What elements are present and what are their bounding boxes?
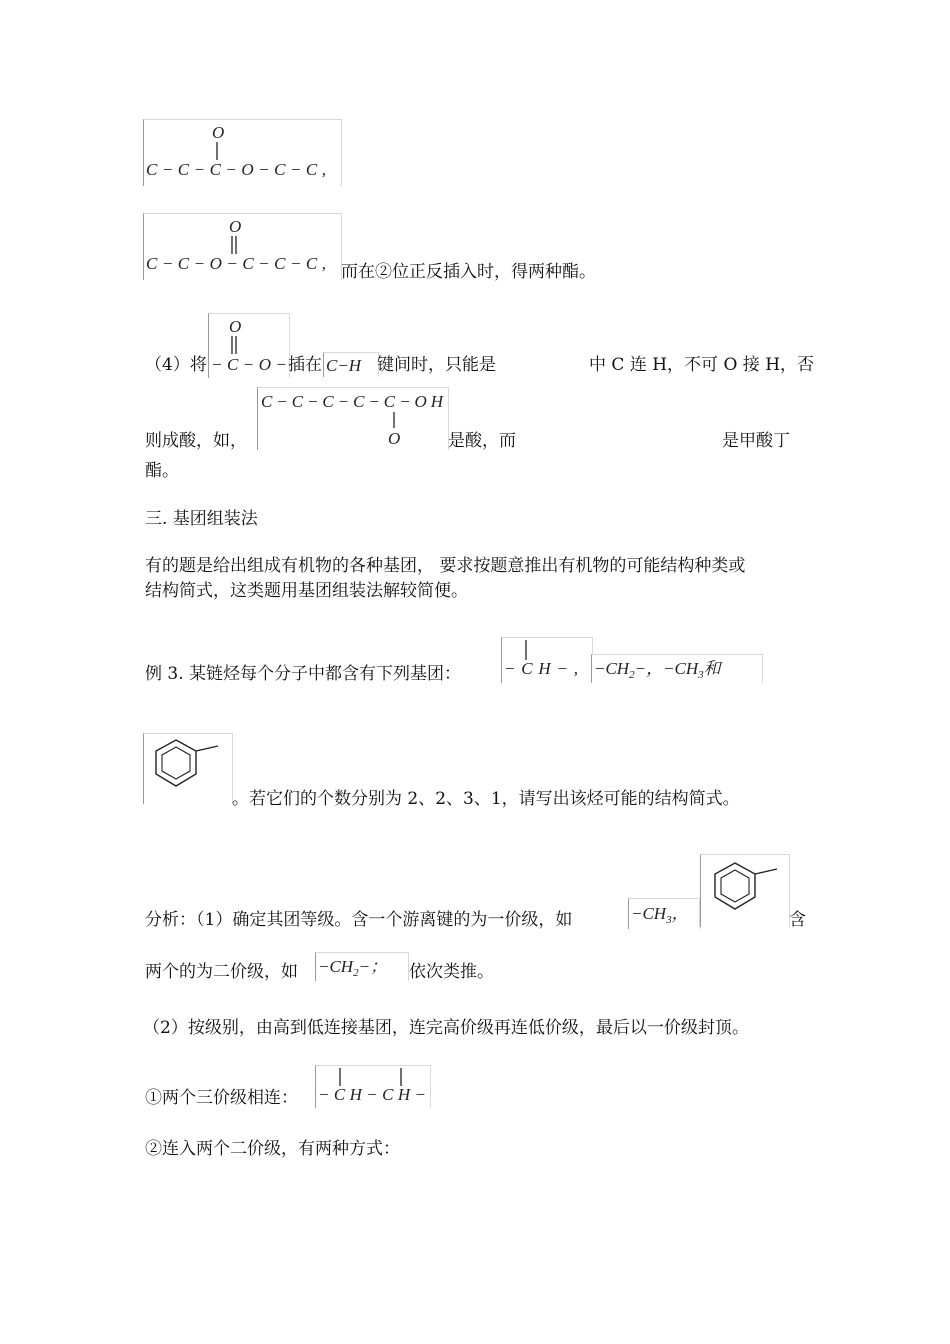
analysis-line-1-tail: 含 [789, 910, 806, 930]
text-line-3b: 是酸，而 [448, 431, 516, 451]
example-3-text: 例 3. 某链烃每个分子中都含有下列基团： [145, 664, 462, 684]
ch2-ch3-formula [591, 654, 763, 683]
analysis-line-2: 两个的为二价级，如 [145, 962, 298, 982]
ch-bond-formula [323, 352, 379, 377]
carboxylic-acid-formula [257, 387, 449, 450]
acid-oxygen-label: O [388, 429, 401, 448]
text-line-3c: 是甲酸丁 [722, 431, 790, 451]
analysis-line-1: 分析：（1）确定其团等级。含一个游离键的为一价级，如 [145, 910, 573, 930]
acid-chain-label: C−C−C−C−C−OH [261, 392, 443, 411]
ch-group-label: −CH−, [504, 659, 578, 678]
ch3-label: $-CH_3$， [631, 904, 689, 926]
ch-ch-formula [315, 1065, 431, 1108]
analysis-line-4: ①两个三价级相连： [145, 1088, 298, 1108]
ch2-formula [315, 952, 409, 981]
phenyl-group-structure-2 [700, 854, 790, 927]
phenyl-group-structure-1 [143, 733, 233, 804]
ch-group-formula [501, 637, 593, 683]
coo-group-formula [208, 313, 290, 378]
ch2-group-label: $-CH_2-$； [318, 957, 388, 979]
ch-bond-label: C−H [326, 356, 362, 375]
example-3-tail: 。若它们的个数分别为 2、2、3、1，请写出该烃可能的结构简式。 [232, 789, 740, 809]
text-line-4: 酯。 [145, 461, 179, 481]
text-line-2c: 键间时，只能是 [377, 355, 496, 375]
text-line-1-tail: 而在②位正反插入时，得两种酯。 [341, 262, 596, 282]
carbonyl-oxygen-label: O [229, 317, 242, 336]
text-line-3a: 则成酸，如， [145, 431, 247, 451]
carbonyl-oxygen-label: O [229, 217, 242, 236]
analysis-line-5: ②连入两个二价级，有两种方式： [145, 1139, 400, 1159]
analysis-line-3: （2）按级别，由高到低连接基团，连完高价级再连低价级，最后以一价级封顶。 [143, 1018, 749, 1038]
text-line-2d: 中 C 连 H，不可 O 接 H，否 [589, 355, 815, 375]
coo-chain-label: −C−O− [211, 355, 287, 374]
ester-chain-label: C−C−C−O−C−C, [146, 160, 326, 179]
ester-formula-2 [143, 213, 342, 280]
ch3-formula [628, 898, 700, 929]
carbonyl-oxygen-label: O [212, 123, 225, 142]
ch-ch-label: −CH−CH− [318, 1085, 426, 1104]
text-line-2a: （4）将 [145, 355, 207, 375]
text-line-2b: 插在 [288, 355, 322, 375]
benzene-ring-icon [144, 734, 232, 804]
ester-chain-label: C−C−O−C−C−C, [146, 254, 326, 273]
paragraph-line-1: 有的题是给出组成有机物的各种基团， 要求按题意推出有机物的可能结构种类或 [145, 556, 746, 576]
paragraph-line-2: 结构简式，这类题用基团组装法解较简便。 [145, 581, 468, 601]
ester-formula-1 [143, 119, 342, 186]
section-heading: 三. 基团组装法 [145, 509, 258, 529]
benzene-ring-icon [701, 855, 789, 927]
ch2-label: $-CH_2-$，$-CH_3$和 [594, 659, 721, 681]
analysis-line-2-tail: 依次类推。 [409, 962, 494, 982]
